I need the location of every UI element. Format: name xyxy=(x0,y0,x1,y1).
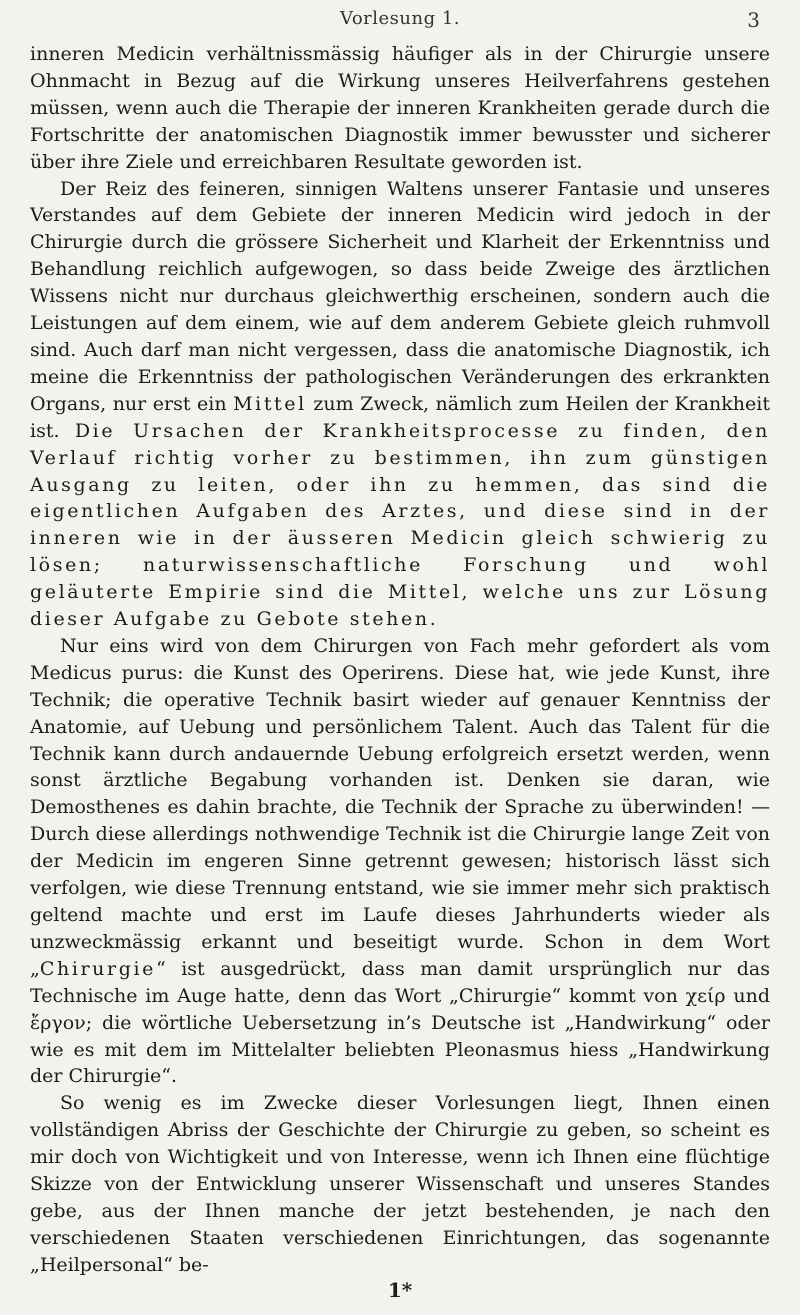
paragraph-1-text: inneren Medicin verhältnissmässig häufiger als in der Chirurgie unsere Ohnmacht in Bezug auf die Wirkung unseres Heilverfahrens gestehen müssen, wenn auch die Therapie der inneren Krankheiten gerade durch die Fortschritte der anatomischen Diagnostik immer bewusster und sicherer über ihre Ziele und erreichbaren Resultate geworden ist. xyxy=(30,43,770,173)
paragraph-4 xyxy=(30,1090,770,1278)
paragraph-1 xyxy=(30,41,770,176)
emphasis-mittel: Mittel xyxy=(233,392,307,415)
paragraph-4-text: So wenig es im Zwecke dieser Vorlesungen liegt, Ihnen einen vollständigen Abriss der Geschichte der Chirurgie zu geben, so scheint es mir doch von Wichtigkeit und von Interesse, wenn ich Ihnen eine flüchtige Skizze von der Entwicklung unserer Wissenschaft und unseres Standes gebe, aus der Ihnen manche der jetzt bestehenden, je nach den verschiedenen Staaten verschiedenen Einrichtungen, das sogenannte „Heilpersonal“ be- xyxy=(30,1092,770,1276)
signature-mark: 1* xyxy=(387,1278,413,1302)
body-text xyxy=(30,41,770,1279)
page-number: 3 xyxy=(747,8,760,32)
paragraph-3-text-end: “ ist ausgedrückt, dass man damit ursprünglich nur das Technische im Auge hatte, denn das Wort „Chirurgie“ kommt von χείρ und ἔργον; die wörtliche Uebersetzung in’s Deutsche ist „Handwirkung“ oder wie es mit dem im Mittelalter beliebten Pleonasmus hiess „Handwirkung der Chirurgie“. xyxy=(30,957,770,1088)
emphasis-chirurgie: Chirurgie xyxy=(39,957,156,980)
paragraph-2 xyxy=(30,176,770,633)
header-title: Vorlesung 1. xyxy=(339,8,461,29)
paragraph-3 xyxy=(30,633,770,1090)
paragraph-2-text-start: Der Reiz des feineren, sinnigen Waltens unserer Fantasie und unseres Verstandes auf dem Gebiete der inneren Medicin wird jedoch in der Chirurgie durch die grössere Sicherheit und Klarheit der Erkenntniss und Behandlung reichlich aufgewogen, so dass beide Zweige des ärztlichen Wissens nicht nur durchaus gleichwerthig erscheinen, sondern auch die Leistungen auf dem einem, wie auf dem anderem Gebiete gleich ruhmvoll sind. Auch darf man nicht vergessen, dass die anatomische Diagnostik, ich meine die Erkenntniss der pathologischen Veränderungen des erkrankten Organs, nur erst ein xyxy=(30,177,770,415)
running-header xyxy=(0,8,800,38)
paragraph-3-text-start: Nur eins wird von dem Chirurgen von Fach mehr gefordert als vom Medicus purus: die Kunst des Operirens. Diese hat, wie jede Kunst, ihre Technik; die operative Technik basirt wieder auf genauer Kenntniss der Anatomie, auf Uebung und persönlichem Talent. Auch das Talent für die Technik kann durch andauernde Uebung erfolgreich ersetzt werden, wenn sonst ärztliche Begabung vorhanden ist. Denken sie daran, wie Demosthenes es dahin brachte, die Technik der Sprache zu überwinden! — Durch diese allerdings nothwendige Technik ist die Chirurgie lange Zeit von der Medicin im engeren Sinne getrennt gewesen; historisch lässt sich verfolgen, wie diese Trennung entstand, wie sie immer mehr sich praktisch geltend machte und erst im Laufe dieses Jahrhunderts wieder als unzweckmässig erkannt und beseitigt wurde. Schon in dem Wort „ xyxy=(30,634,770,980)
emphasis-aufgaben-passage: Die Ursachen der Krankheitsprocesse zu finden, den Verlauf richtig vorher zu bestimmen, ihn zum günstigen Ausgang zu leiten, oder ihn zu hemmen, das sind die eigentlichen Aufgaben des Arztes, und diese sind in der inneren wie in der äusseren Medicin gleich schwierig zu lösen; naturwissenschaftliche Forschung und wohl geläuterte Empirie sind die Mittel, welche uns zur Lösung dieser Aufgabe zu Gebote stehen. xyxy=(30,419,770,631)
paragraph-2-text-middle: zum Zweck, nämlich zum Heilen der Krankheit ist. xyxy=(30,392,770,442)
